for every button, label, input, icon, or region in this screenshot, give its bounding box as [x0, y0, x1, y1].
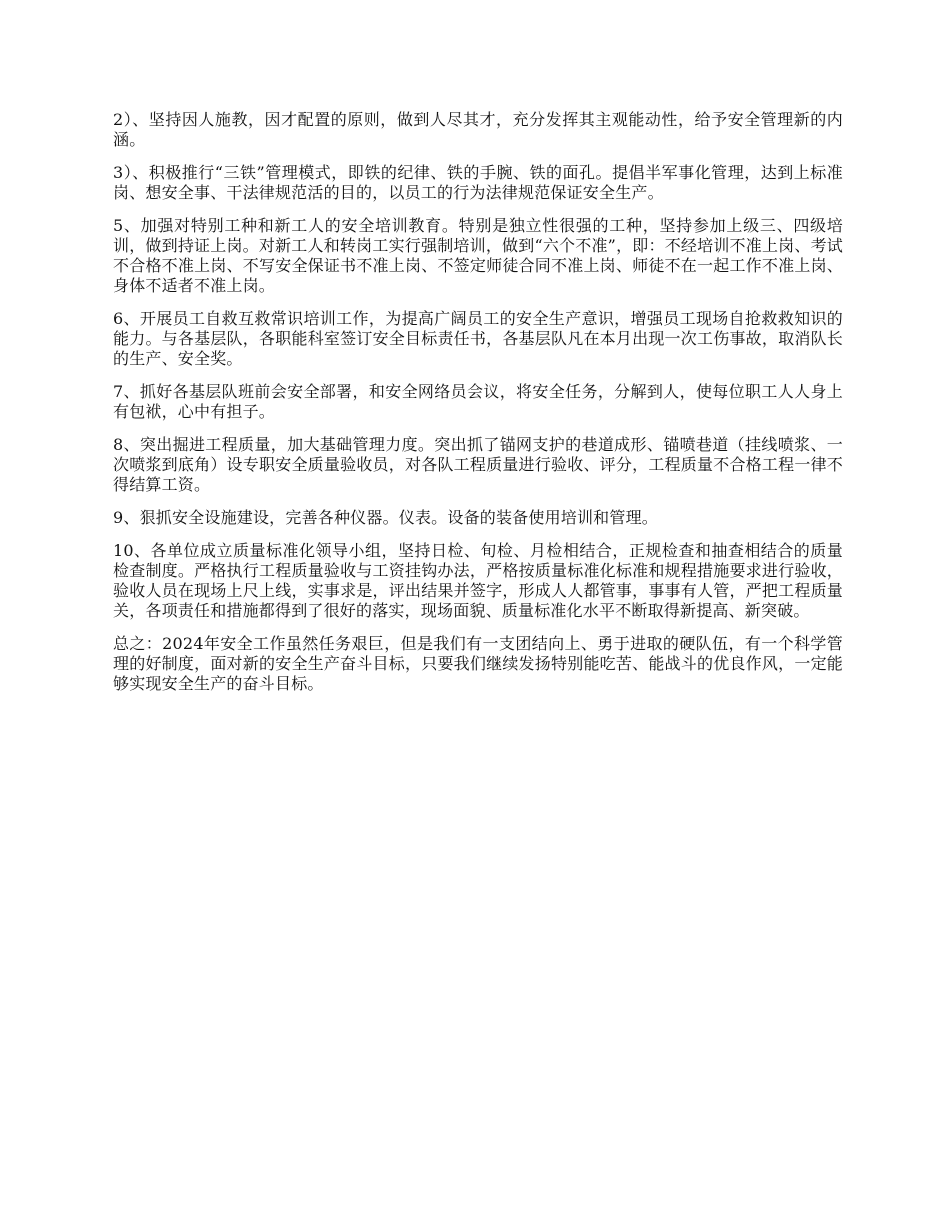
paragraph-item-8: 8、突出掘进工程质量，加大基础管理力度。突出抓了锚网支护的巷道成形、锚喷巷道（挂线喷浆、一次喷浆到底角）设专职安全质量验收员，对各队工程质量进行验收、评分，工程质量不合格工程一律不得结算工资。	[113, 435, 843, 494]
paragraph-item-5: 5、加强对特别工种和新工人的安全培训教育。特别是独立性很强的工种，坚持参加上级三、四级培训，做到持证上岗。对新工人和转岗工实行强制培训，做到“六个不准”，即：不经培训不准上岗、考试不合格不准上岗、不写安全保证书不准上岗、不签定师徒合同不准上岗、师徒不在一起工作不准上岗、身体不适者不准上岗。	[113, 216, 843, 295]
document-body	[113, 110, 843, 707]
paragraph-item-6: 6、开展员工自救互救常识培训工作，为提高广阔员工的安全生产意识，增强员工现场自抢救救知识的能力。与各基层队，各职能科室签订安全目标责任书，各基层队凡在本月出现一次工伤事故，取消队长的生产、安全奖。	[113, 309, 843, 368]
paragraph-item-9: 9、狠抓安全设施建设，完善各种仪器。仪表。设备的装备使用培训和管理。	[113, 508, 658, 527]
paragraph-item-3: 3）、积极推行“三铁”管理模式，即铁的纪律、铁的手腕、铁的面孔。提倡半军事化管理，达到上标准岗、想安全事、干法律规范活的目的，以员工的行为法律规范保证安全生产。	[113, 163, 843, 202]
paragraph-item-7: 7、抓好各基层队班前会安全部署，和安全网络员会议，将安全任务，分解到人，使每位职工人人身上有包袱，心中有担子。	[113, 382, 843, 421]
summary-paragraph: 总之：2024年安全工作虽然任务艰巨，但是我们有一支团结向上、勇于进取的硬队伍，有一个科学管理的好制度，面对新的安全生产奋斗目标，只要我们继续发扬特别能吃苦、能战斗的优良作风，一定能够实现安全生产的奋斗目标。	[113, 634, 843, 693]
paragraph-item-2: 2）、坚持因人施教，因才配置的原则，做到人尽其才，充分发挥其主观能动性，给予安全管理新的内涵。	[113, 110, 843, 149]
paragraph-item-10: 10、各单位成立质量标准化领导小组，坚持日检、旬检、月检相结合，正规检查和抽查相结合的质量检查制度。严格执行工程质量验收与工资挂钩办法，严格按质量标准化标准和规程措施要求进行验收，验收人员在现场上尺上线，实事求是，评出结果并签字，形成人人都管事，事事有人管，严把工程质量关，各项责任和措施都得到了很好的落实，现场面貌、质量标准化水平不断取得新提高、新突破。	[113, 541, 843, 620]
